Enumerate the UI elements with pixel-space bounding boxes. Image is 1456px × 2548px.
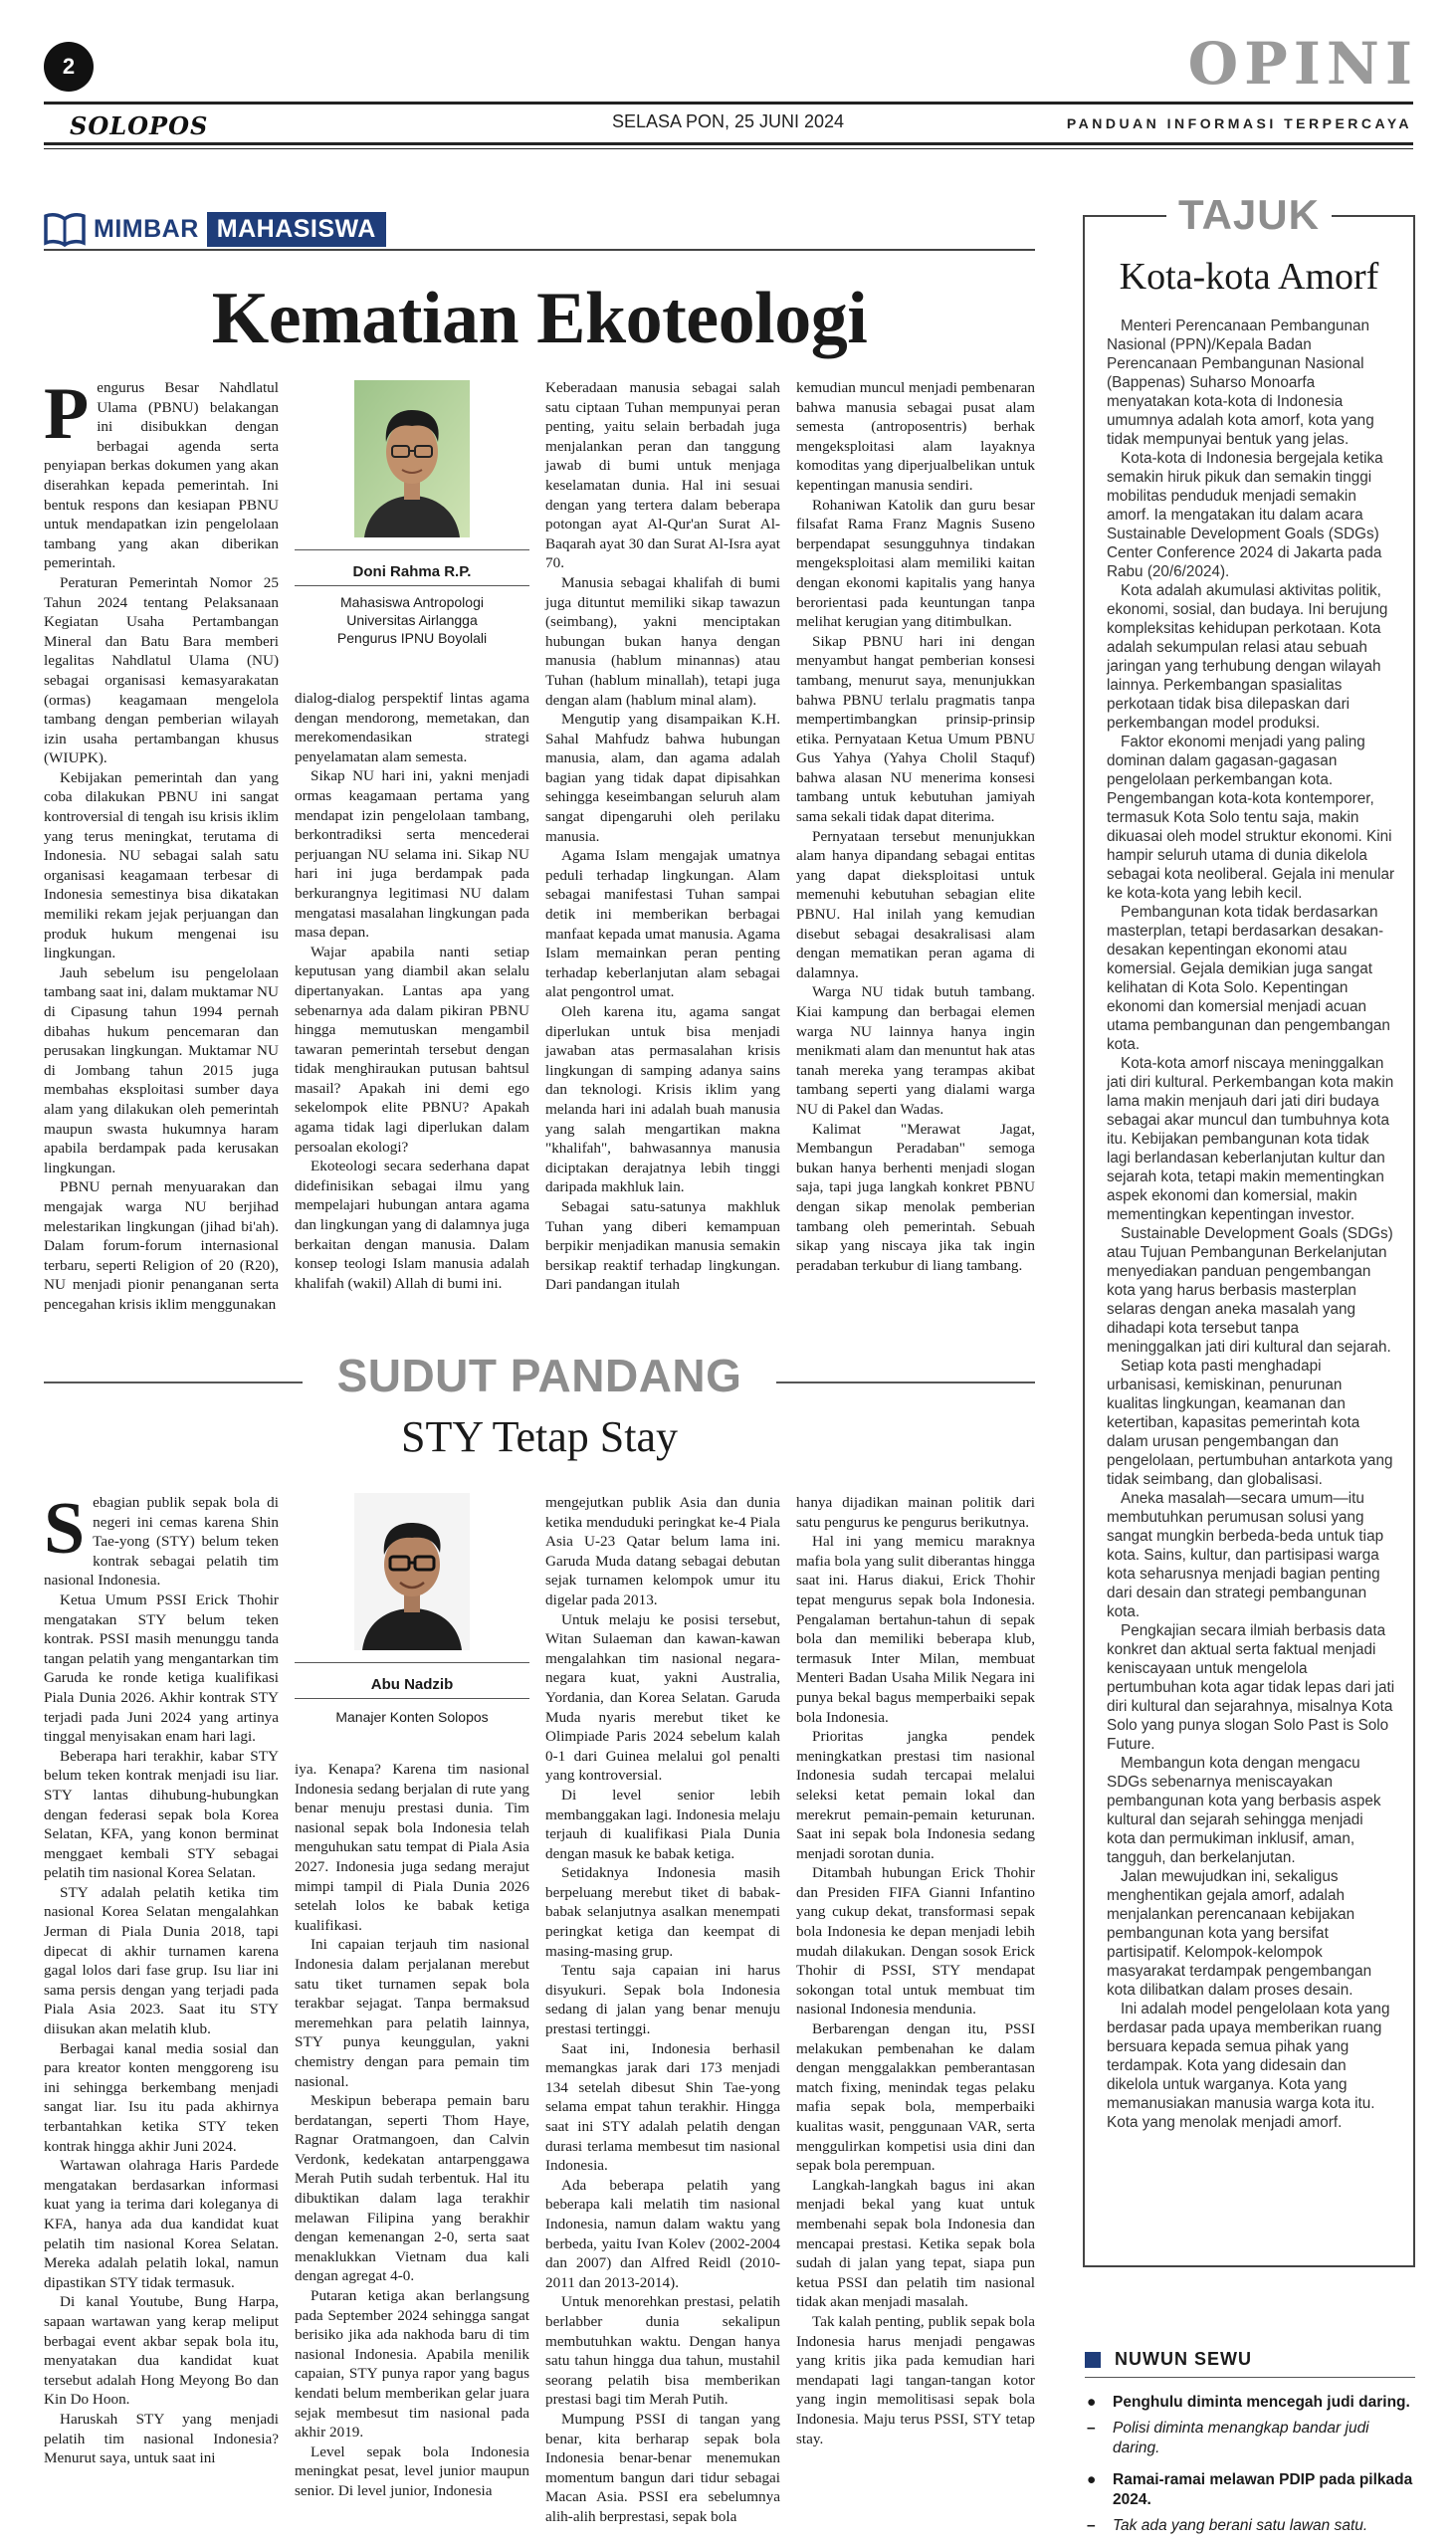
article2-column-1 (44, 1488, 279, 2468)
paragraph: Hal ini yang memicu maraknya mafia bola yang sulit diberantas hingga saat ini. Harus diakui, Erick Thohir tepat mengurus sepak bola Indonesia. Pengalaman bertahun-tahun di sepak bola dan memiliki beberapa klub, termasuk Inter Milan, membuat Menteri Badan Usaha Milik Negara ini punya bekal bagus memperbaiki sepak bola Indonesia. (796, 1533, 1035, 1726)
paragraph: Ini capaian terjauh tim nasional Indonesia dalam perjalanan merebut satu tiket turnamen sepak bola terakbar sejagat. Tanpa bermaksud meremehkan para pelatih lainnya, STY punya keunggulan, yakni chemistry dengan para pemain tim nasional. (295, 1936, 529, 2090)
paragraph: Berbarengan dengan itu, PSSI melakukan pembenahan ke dalam dengan menggalakkan pemberantasan match fixing, menindak tegas pelaku mafia sepak bola, memperbaiki kualitas wasit, penggunaan VAR, serta menggulirkan kompetisi usia dini dan sepak bola perempuan. (796, 2020, 1035, 2175)
paragraph: dialog-dialog perspektif lintas agama dengan mendorong, memetakan, dan merekomendasikan strategi penyelamatan alam semesta. (295, 690, 529, 765)
bullet-icon: ● (1087, 2471, 1097, 2488)
article2-column-2 (295, 1760, 529, 2501)
paragraph: Meskipun beberapa pemain baru berdatangan, seperti Thom Haye, Ragnar Oratmangoen, dan Calvin Verdonk, kedekatan antarpenggawa Merah Putih sudah terbentuk. Hal itu dibuktikan dalam laga terakhir melawan Filipina yang berakhir dengan kemenangan 2-0, serta saat menaklukkan Vietnam dua kali dengan agregat 4-0. (295, 2092, 529, 2285)
author-description: Manajer Konten Solopos (335, 1709, 489, 1725)
dropcap: S (44, 1488, 86, 1570)
paragraph: PBNU pernah menyuarakan dan mengajak warga NU berjihad melestarikan lingkungan (jihad bi'ah). Dalam forum-forum internasional terbaru, seperti Religion of 20 (R20), NU menjadi pionir penanganan serta pencegahan krisis iklim menggunakan (44, 1178, 279, 1313)
paragraph: Putaran ketiga akan berlangsung pada September 2024 sehingga sangat berisiko jika ada nakhoda baru di tim nasional Indonesia. Apabila menilik capaian, STY punya rapor yang bagus kendati belum memberikan gelar juara sejak membesut tim nasional pada akhir 2019. (295, 2287, 529, 2442)
paragraph: Mumpung PSSI di tangan yang benar, kita berharap sepak bola Indonesia benar-benar menemukan momentum bangun dari tidur sebagai Macan Asia. PSSI era sebelumnya alih-alih berprestasi, sepak bola (545, 2410, 780, 2525)
paragraph: mengejutkan publik Asia dan dunia ketika menduduki peringkat ke-4 Piala Asia U-23 Qatar belum lama ini. Garuda Muda datang sebagai debutan sejak turnamen kelompok umur itu digelar pada 2013. (545, 1494, 780, 1608)
header-rule-top (44, 102, 1413, 105)
paragraph: Kota-kota di Indonesia bergejala ketika semakin hiruk pikuk dan semakin tinggi mobilitas penduduk menjadi semakin amorf. Ia mengatakan itu dalam acara Sustainable Development Goals (SDGs) Center Conference 2024 di Jakarta pada Rabu (20/6/2024). (1107, 450, 1383, 580)
paragraph: Pengkajian secara ilmiah berbasis data konkret dan aktual serta faktual menjadi keniscayaan untuk mengelola pertumbuhan kota agar tidak lepas dari jati diri kultural dan sejarahnya, misalnya Kota Solo yang punya slogan Solo Past is Solo Future. (1107, 1622, 1395, 1753)
header-rule-thin (44, 148, 1413, 149)
article1-column-4 (796, 378, 1035, 1275)
author-name: Abu Nadzib (370, 1676, 454, 1693)
section-label: OPINI (1187, 30, 1418, 98)
paragraph: Oleh karena itu, agama sangat diperlukan untuk bisa menjadi jawaban atas permasalahan krisis lingkungan di samping adanya sains dan teknologi. Krisis iklim yang melanda hari ini adalah buah manusia yang salah mengartikan makna "khalifah", bahwasannya manusia diciptakan derajatnya lebih tinggi daripada makhluk lain. (545, 1003, 780, 1196)
paragraph: kemudian muncul menjadi pembenaran bahwa manusia sebagai pusat alam semesta (antroposentris) berhak mengeksploitasi alam layaknya komoditas yang diperjualbelikan untuk kepentingan manusia sendiri. (796, 379, 1035, 494)
paragraph: Kota adalah akumulasi aktivitas politik, ekonomi, sosial, dan budaya. Ini berujung kompleksitas kehidupan perkotaan. Kota adalah sekumpulan relasi atau sebuah jaringan yang terhubung dengan wilayah lainnya. Perkembangan spasialitas perkotaan tidak bisa dilepaskan dari perkembangan model produksi. (1107, 582, 1388, 732)
tajuk-title-wrap (1083, 191, 1415, 239)
author-rule (295, 549, 529, 550)
paragraph: Wajar apabila nanti setiap keputusan yang diambil akan selalu dipertanyakan. Lantas apa yang sebenarnya ada dalam pikiran PBNU hingga memutuskan mengambil tawaran pemerintah tersebut dengan tidak menghiraukan putusan bahtsul masail? Apakah ini demi ego sekelompok elite PBNU? Apakah agama tidak lagi diperlukan dalam persoalan ekologi? (295, 943, 529, 1156)
paragraph: Ditambah hubungan Erick Thohir dan Presiden FIFA Gianni Infantino yang cukup dekat, transformasi sepak bola Indonesia ke depan menjadi lebih mudah dilakukan. Dengan sosok Erick Thohir di PSSI, STY mendapat sokongan total untuk membuat tim nasional Indonesia mendunia. (796, 1864, 1035, 2018)
nuwun-sewu-item (1087, 2393, 1413, 2458)
article1-column-3 (545, 378, 780, 1295)
dash-icon: – (1087, 2420, 1096, 2437)
tajuk-title: TAJUK (1166, 191, 1332, 238)
tajuk-body (1107, 317, 1395, 2132)
sudut-pandang-title: SUDUT PANDANG (336, 1350, 742, 1401)
paragraph: Mengutip yang disampaikan K.H. Sahal Mahfudz bahwa hubungan manusia, alam, dan agama adalah bagian yang tidak dapat dipisahkan sehingga keseimbangan seluruh alam sangat dipengaruhi oleh perilaku manusia. (545, 711, 780, 845)
paragraph: Membangun kota dengan mengacu SDGs sebenarnya meniscayakan pembangunan kota yang berbasis aspek kultural dan sejarah sehingga menjadi kota dan permukiman inklusif, aman, tangguh, dan berkelanjutan. (1107, 1755, 1381, 1866)
paragraph: Level sepak bola Indonesia meningkat pesat, level junior maupun senior. Di level junior, Indonesia (295, 2442, 529, 2499)
paragraph: hanya dijadikan mainan politik dari satu pengurus ke pengurus berikutnya. (796, 1494, 1035, 1531)
paragraph: Untuk melaju ke posisi tersebut, Witan Sulaeman dan kawan-kawan mengalahkan tim nasional negara-negara kuat, yakni Australia, Yordania, dan Korea Selatan. Garuda Muda nyaris merebut tiket ke Olimpiade Paris 2024 sebelum kalah 0-1 dari Guinea melalui gol penalti yang kontroversial. (545, 1610, 780, 1785)
edition-date: SELASA PON, 25 JUNI 2024 (611, 111, 845, 131)
header-rule-bottom (44, 142, 1413, 145)
dash-icon: – (1087, 2517, 1096, 2534)
paragraph: Ekoteologi secara sederhana dapat didefinisikan sebagai ilmu yang mempelajari hubungan antara agama dan lingkungan yang di dalamnya juga berkaitan dengan manusia. Dalam konsep teologi Islam manusia adalah khalifah (wakil) Allah di bumi ini. (295, 1158, 529, 1292)
dropcap: P (44, 373, 90, 455)
newspaper-logo: SOLOPOS (70, 111, 209, 140)
paragraph: Untuk menorehkan prestasi, pelatih berlabber dunia sekalipun membutuhkan waktu. Dengan hanya satu tahun hingga dua tahun, mustahil seorang pelatih bisa memberikan prestasi bagi tim Merah Putih. (545, 2293, 780, 2409)
nuwun-sewu-response: Tak ada yang berani satu lawan satu. (1113, 2517, 1368, 2534)
paragraph: Kebijakan pemerintah dan yang coba dilakukan PBNU ini sangat kontroversial di tengah isu krisis iklim yang terus meningkat, terutama di Indonesia. NU sebagai salah satu organisasi keagamaan terbesar di Indonesia semestinya bisa dikatakan memiliki rekam jejak perjuangan dan produk hukum mengenai isu lingkungan. (44, 768, 279, 962)
nuwun-sewu-response: Polisi diminta menangkap bandar judi daring. (1113, 2420, 1369, 2456)
article1-column-1 (44, 373, 279, 1315)
paragraph: Wartawan olahraga Haris Pardede mengatakan berdasarkan informasi kuat yang ia terima dari koleganya di KFA, hanya ada dua kandidat kuat pelatih tim nasional Korea Selatan. Mereka adalah pelatih lokal, namun dipastikan STY tidak termasuk. (44, 2157, 279, 2291)
paragraph: Berbagai kanal media sosial dan para kreator konten menggoreng isu ini sehingga berkembang menjadi sangat liar. Isu itu pada akhirnya terbantahkan ketika STY teken kontrak hingga akhir Juni 2024. (44, 2039, 279, 2155)
paragraph: Di kanal Youtube, Bung Harpa, sapaan wartawan yang kerap meliput berbagai event akbar sepak bola itu, menyatakan dua kandidat kuat tersebut adalah Hong Meyong Bo dan Kin Do Hoon. (44, 2293, 279, 2409)
paragraph: Tentu saja capaian ini harus disyukuri. Sepak bola Indonesia sedang di jalan yang benar menuju prestasi tertinggi. (545, 1962, 780, 2038)
nuwun-sewu-statement: Penghulu diminta mencegah judi daring. (1113, 2394, 1410, 2411)
nuwun-sewu-title: NUWUN SEWU (1115, 2349, 1252, 2369)
paragraph: Aneka masalah—secara umum—itu membutuhkan perumusan solusi yang sangat mungkin berbeda-beda untuk tiap kota. Sains, kultur, dan partisipasi warga kota seharusnya menjadi bagian penting dari desain dan strategi pembangunan kota. (1107, 1490, 1384, 1620)
bullet-icon: ● (1087, 2394, 1097, 2411)
page-number: 2 (44, 42, 94, 92)
author-rule (295, 1698, 529, 1699)
mimbar-mahasiswa-kicker (44, 211, 386, 247)
author-description (295, 593, 529, 647)
paragraph: Langkah-langkah bagus ini akan menjadi bekal yang kuat untuk membenahi sepak bola Indonesia dan mencapai prestasi. Ketika sepak bola sudah di jalan yang tepat, siapa pun ketua PSSI dan pelatih tim nasional tidak akan menjadi masalah. (796, 2176, 1035, 2311)
paragraph: Pernyataan tersebut menunjukkan alam hanya dipandang sebagai entitas yang dapat dieksploitasi untuk memenuhi kebutuhan sebagian elite PBNU. Hal inilah yang kemudian disebut sebagai desakralisasi alam dengan mematikan peran agama di dalamnya. (796, 827, 1035, 981)
nuwun-sewu-rule (1085, 2377, 1415, 2378)
article2-column-3 (545, 1493, 780, 2526)
author-name: Doni Rahma R.P. (352, 563, 472, 580)
paragraph: Peraturan Pemerintah Nomor 25 Tahun 2024 tentang Pelaksanaan Kegiatan Usaha Pertambangan Mineral dan Batu Bara memberi legalitas Nahdlatul Ulama (NU) sebagai organisasi kemasyarakatan (ormas) keagamaan mengelola tambang dengan pemberian wilayah izin usaha pertambangan khusus (WIUPK). (44, 573, 279, 767)
paragraph: Kota-kota amorf niscaya meninggalkan jati diri kultural. Perkembangan kota makin lama makin menjauh dari jati diri budaya sebagai akar muncul dan tumbuhnya kota itu. Kebijakan pembangunan kota tidak lagi berlandasan keberlanjutan kultur dan sejarah kota, tetapi makin mementingkan aspek ekonomi dan komersial, makin mementingkan kepentingan investor. (1107, 1055, 1394, 1223)
author-photo (354, 380, 470, 537)
tajuk-headline: Kota-kota Amorf (1119, 256, 1379, 298)
paragraph: Manusia sebagai khalifah di bumi juga dituntut memiliki sikap tawazun (seimbang), yakni menciptakan hubungan bukan hanya dengan manusia (hablum minannas) atau Tuhan (hablum minallah), tetapi juga dengan alam (hablum minal alam). (545, 573, 780, 709)
article1-column-2 (295, 689, 529, 1293)
paragraph: Jalan mewujudkan ini, sekaligus menghentikan gejala amorf, adalah menjalankan perencanaan kebijakan pembangunan kota yang bersifat partisipatif. Kelompok-kelompok masyarakat terdampak pengembangan kota dilibatkan dalam proses desain. (1107, 1868, 1372, 1999)
paragraph: engurus Besar Nahdlatul Ulama (PBNU) belakangan ini disibukkan dengan berbagai agenda serta penyiapan berkas dokumen yang akan diserahkan kepada pemerintah. Ini bentuk respons dan kesiapan PBNU untuk mendapatkan izin pengelolaan tambang yang akan diberikan pemerintah. (44, 379, 279, 572)
paragraph: Warga NU tidak butuh tambang. Kiai kampung dan berbagai elemen warga NU lainnya hanya ingin menikmati alam dan menuntut hak atas tanah mereka yang terampas akibat tambang seperti yang dialami warga NU di Pakel dan Wadas. (796, 983, 1035, 1118)
kicker-mimbar: MIMBAR (94, 214, 199, 243)
paragraph: Kalimat "Merawat Jagat, Membangun Peradaban" semoga bukan hanya berhenti menjadi slogan saja, tapi juga langkah konkret PBNU dengan sikap menolak pemberian tambang oleh pemerintah. Sebuah sikap yang niscaya jika tak ingin peradaban terkubur di liang tambang. (796, 1120, 1035, 1274)
paragraph: Di level senior lebih membanggakan lagi. Indonesia melaju terjauh di kualifikasi Piala Dunia dengan masuk ke babak ketiga. (545, 1786, 780, 1862)
paragraph: Keberadaan manusia sebagai salah satu ciptaan Tuhan mempunyai peran penting, yaitu selain berbadah juga menjalankan peran dan tanggung jawab di bumi untuk menjaga keselamatan dunia. Hal ini sesuai dengan yang tertera dalam beberapa potongan ayat Al-Qur'an Surat Al-Baqarah ayat 30 dan Surat Al-Isra ayat 70. (545, 379, 780, 572)
paragraph: Ini adalah model pengelolaan kota yang berdasar pada upaya memberikan ruang bersuara kepada semua pihak yang terdampak. Kota yang didesain dan dikelola untuk warganya. Kota yang memanusiakan manusia warga kota itu. Kota yang menolak menjadi amorf. (1107, 2001, 1390, 2131)
nuwun-sewu-statement: Ramai-ramai melawan PDIP pada pilkada 2024. (1113, 2471, 1413, 2508)
paragraph: Rohaniwan Katolik dan guru besar filsafat Rama Franz Magnis Suseno berpendapat sesungguhnya tindakan mengeksploitasi alam memiliki kaitan dengan ekonomi kapitalis yang hanya berorientasi pada keuntungan tanpa melihat kerugian yang ditimbulkan. (796, 496, 1035, 631)
paragraph: Menteri Perencanaan Pembangunan Nasional (PPN)/Kepala Badan Perencanaan Pembangunan Nasional (Bappenas) Suharso Monoarfa menyatakan kota-kota di Indonesia umumnya adalah kota amorf, kota yang tidak mempunyai bentuk yang jelas. (1107, 318, 1374, 448)
paragraph: Sikap NU hari ini, yakni menjadi ormas keagamaan pertama yang mendapat izin pengelolaan tambang, berkontradiksi serta mencederai perjuangan NU selama ini. Sikap NU hari ini juga berdampak pada berkurangnya legitimasi NU dalam mengatasi masalahan lingkungan pada masa depan. (295, 767, 529, 942)
author-rule (295, 585, 529, 586)
nuwun-sewu-header (1085, 2349, 1252, 2370)
paragraph: Pembangunan kota tidak berdasarkan masterplan, tetapi berdasarkan desakan-desakan kepentingan ekonomi atau komersial. Gejala demikian juga sangat kelihatan di Kota Solo. Kepentingan ekonomi dan komersial menjadi acuan utama pembangunan dan pengembangan kota. (1107, 904, 1390, 1053)
square-bullet-icon (1085, 2352, 1101, 2368)
article-headline: Kematian Ekoteologi (211, 278, 868, 359)
paragraph: Sikap PBNU hari ini dengan menyambut hangat pemberian konsesi tambang, menurut saya, menunjukkan bahwa PBNU terlalu pragmatis tanpa mempertimbangkan prinsip-prinsip etika. Pernyataan Ketua Umum PBNU Gus Yahya (Yahya Cholil Staquf) bahwa alasan NU menerima konsesi tambang untuk kebutuhan jamiyah sama sekali tidak dapat diterima. (796, 632, 1035, 826)
paragraph: Sebagai satu-satunya makhluk Tuhan yang diberi kemampuan berpikir menjadikan manusia semakin bersikap reaktif terhadap lingkungan. Dari pandangan itulah (545, 1197, 780, 1294)
article2-headline: STY Tetap Stay (400, 1412, 678, 1461)
paragraph: Tak kalah penting, publik sepak bola Indonesia harus menjadi pengawas yang kritis jika pada kemudian hari mendapati lagi tangan-tangan kotor yang ingin memolitisasi sepak bola Indonesia. Maju terus PSSI, STY tetap stay. (796, 2312, 1035, 2447)
paragraph: Sustainable Development Goals (SDGs) atau Tujuan Pembangunan Berkelanjutan menyediakan panduan pengembangan kota yang harus berbasis masterplan selaras dengan aneka masalah yang dihadapi kota tersebut tanpa meninggalkan jati diri kultural dan sejarah. (1107, 1225, 1393, 1356)
kicker-mahasiswa: MAHASISWA (207, 212, 386, 247)
paragraph: Haruskah STY yang menjadi pelatih tim nasional Indonesia? Menurut saya, untuk saat ini (44, 2410, 279, 2467)
paragraph: Setidaknya Indonesia masih berpeluang merebut tiket di babak-babak selanjutnya asalkan menempati peringkat ketiga dan keempat di masing-masing grup. (545, 1864, 780, 1960)
author-desc-line: Mahasiswa Antropologi (340, 594, 484, 610)
paragraph: ebagian publik sepak bola di negeri ini cemas karena Shin Tae-yong (STY) belum teken kontrak sebagai pelatih tim nasional Indonesia. (44, 1494, 279, 1590)
author-desc-line: Universitas Airlangga (346, 612, 478, 628)
author-photo (354, 1493, 470, 1650)
author-rule (295, 1662, 529, 1663)
author-desc-line: Pengurus IPNU Boyolali (336, 630, 488, 646)
paragraph: Ada beberapa pelatih yang beberapa kali melatih tim nasional Indonesia, namun dalam waktu yang berbeda, yaitu Ivan Kolev (2002-2004 dan 2007) dan Alfred Reidl (2010-2011 dan 2013-2014). (545, 2176, 780, 2291)
paragraph: Ketua Umum PSSI Erick Thohir mengatakan STY belum teken kontrak. PSSI masih menunggu tanda tangan pelatih yang mengantarkan tim Garuda ke ronde ketiga kualifikasi Piala Dunia 2026. Akhir kontrak STY terjadi pada Juni 2024 yang artinya tinggal menyisakan enam hari lagi. (44, 1591, 279, 1746)
slogan: PANDUAN INFORMASI TERPERCAYA (1066, 115, 1412, 131)
paragraph: STY adalah pelatih ketika tim nasional Korea Selatan mengalahkan Jerman di Piala Dunia 2018, tapi dipecat di akhir turnamen karena gagal lolos dari fase grup. Isu liar ini sama persis dengan yang terjadi pada Piala Asia 2023. Saat itu STY diisukan akan melatih klub. (44, 1883, 279, 2038)
paragraph: Agama Islam mengajak umatnya peduli terhadap lingkungan. Alam sebagai manifestasi Tuhan sampai detik ini memberikan berbagai manfaat kepada umat manusia. Agama Islam memainkan peran penting terhadap keberlanjutan alam sebagai alat pengontrol umat. (545, 847, 780, 1001)
paragraph: iya. Kenapa? Karena tim nasional Indonesia sedang berjalan di rute yang benar menuju prestasi dunia. Tim nasional sepak bola Indonesia telah menguhukan satu tempat di Piala Asia 2027. Indonesia juga sedang merajut mimpi tampil di Piala Dunia 2026 setelah lolos ke babak ketiga kualifikasi. (295, 1761, 529, 1934)
paragraph: Jauh sebelum isu pengelolaan tambang saat ini, dalam muktamar NU di Cipasung tahun 1994 pernah dibahas hukum pencemaran dan perusakan lingkungan. Muktamar NU di Jombang tahun 2015 juga membahas eksploitasi sumber daya alam yang dilakukan oleh pemerintah maupun swasta hukumnya haram apabila berdampak pada kerusakan lingkungan. (44, 963, 279, 1176)
article2-column-4 (796, 1493, 1035, 2448)
book-icon (44, 211, 86, 247)
paragraph: Beberapa hari terakhir, kabar STY belum teken kontrak menjadi isu liar. STY lantas dihubung-hubungkan dengan federasi sepak bola Korea Selatan, KFA, yang konon berminat menggaet kembali STY sebagai pelatih tim nasional Korea Selatan. (44, 1747, 279, 1882)
paragraph: Saat ini, Indonesia berhasil memangkas jarak dari 173 menjadi 134 setelah dibesut Shin Tae-yong selama empat tahun terakhir. Hingga saat ini STY adalah pelatih dengan durasi terlama membesut tim nasional Indonesia. (545, 2039, 780, 2175)
nuwun-sewu-item (1087, 2470, 1413, 2536)
paragraph: Faktor ekonomi menjadi yang paling dominan dalam gagasan-gagasan pengelolaan perkembangan kota. Pengembangan kota-kota kontemporer, termasuk Kota Solo tentu saja, makin dikuasai oleh model struktur ekonomi. Kini hampir seluruh utama di dunia dikelola sebagai kota neoliberal. Gejala ini menular ke kota-kota yang lebih kecil. (1107, 734, 1395, 902)
paragraph: Setiap kota pasti menghadapi urbanisasi, kemiskinan, penurunan kualitas lingkungan, keamanan dan ketertiban, kapasitas pemerintah kota dalam urusan pengembangan dan pengelolaan, pertumbuhan antarkota yang tidak seimbang, dan globalisasi. (1107, 1358, 1393, 1488)
paragraph: Prioritas jangka pendek meningkatkan prestasi tim nasional Indonesia sudah tercapai melalui seleksi ketat pemain lokal dan merekrut pemain-pemain keturunan. Saat ini sepak bola Indonesia sedang menjadi sorotan dunia. (796, 1728, 1035, 1862)
kicker-rule (44, 249, 1035, 251)
